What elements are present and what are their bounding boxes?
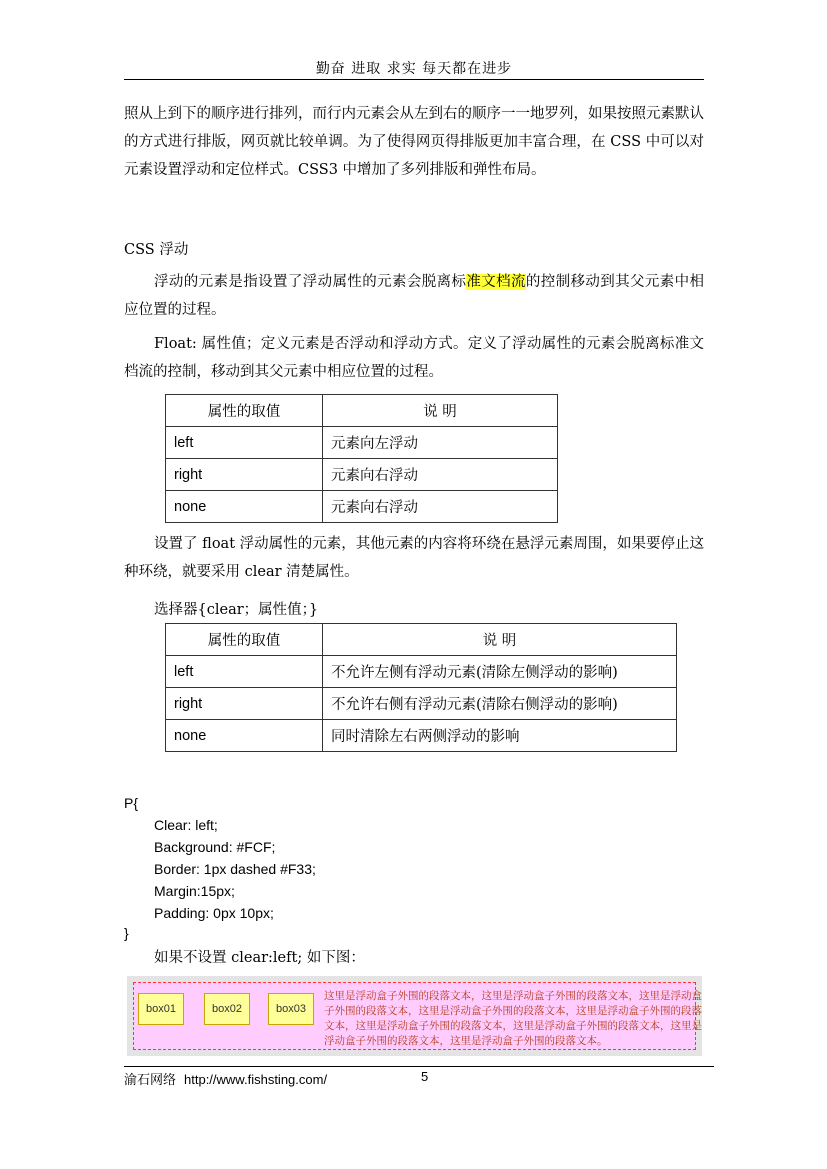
table-cell: right [166, 688, 323, 720]
footer-company: 渝石网络 [124, 1073, 177, 1088]
section-title: CSS 浮动 [124, 242, 189, 258]
header-divider [124, 79, 704, 80]
code-line: Background: #FCF; [154, 839, 276, 855]
table-header-row [166, 395, 558, 427]
table-cell: left [166, 427, 323, 459]
float-values-table [165, 394, 558, 523]
table-cell: 元素向左浮动 [323, 427, 558, 459]
page-header: 勤奋 进取 求实 每天都在进步 [315, 61, 513, 77]
code-line: Clear: left; [154, 817, 218, 833]
table-row [166, 427, 558, 459]
intro-paragraph: 照从上到下的顺序进行排列，而行内元素会从左到右的顺序一一地罗列，如果按照元素默认的方式进行排版，网页就比较单调。为了使得网页得排版更加丰富合理，在 CSS 中可以对元素设置浮动和定位样式。CSS3 中增加了多列排版和弹性布局。 [124, 106, 704, 178]
table-cell: none [166, 491, 323, 523]
code-line: Padding: 0px 10px; [154, 905, 274, 921]
demo-paragraph-box [133, 982, 702, 1050]
table-cell: none [166, 720, 323, 752]
table-header-cell: 说 明 [323, 624, 677, 656]
code-open: P{ [124, 795, 139, 811]
table-header-cell: 说 明 [323, 395, 558, 427]
float-def-before: 浮动的元素是指设置了浮动属性的元素会脱离标 [154, 274, 467, 290]
demo-box: box01 [138, 993, 184, 1025]
example-caption: 如果不设置 clear:left; 如下图： [154, 950, 365, 966]
table-cell: left [166, 656, 323, 688]
float-def-after: 的控制移动到其父元素中相应位置的过程。 [124, 274, 704, 318]
highlighted-term: 准文档流 [466, 274, 526, 290]
clear-intro-paragraph: 设置了 float 浮动属性的元素，其他元素的内容将环绕在悬浮元素周围，如果要停止这种环绕，就要采用 clear 清楚属性。 [124, 536, 704, 580]
code-line: Margin:15px; [154, 883, 235, 899]
table-cell: 不允许右侧有浮动元素(清除右侧浮动的影响) [323, 688, 677, 720]
float-demo-screenshot [127, 976, 702, 1056]
table-cell: 同时清除左右两侧浮动的影响 [323, 720, 677, 752]
clear-syntax-line: 选择器{clear；属性值；} [154, 602, 319, 618]
footer-url: http://www.fishsting.com/ [184, 1072, 328, 1087]
table-row [166, 491, 558, 523]
code-close: } [124, 925, 129, 941]
footer-divider [124, 1066, 714, 1067]
table-cell: 元素向右浮动 [323, 491, 558, 523]
table-row [166, 656, 677, 688]
page-number: 5 [421, 1069, 429, 1084]
table-cell: 元素向右浮动 [323, 459, 558, 491]
table-row [166, 459, 558, 491]
table-header-cell: 属性的取值 [166, 624, 323, 656]
demo-box: box02 [204, 993, 250, 1025]
table-header-row [166, 624, 677, 656]
table-cell: 不允许左侧有浮动元素(清除左侧浮动的影响) [323, 656, 677, 688]
code-line: Border: 1px dashed #F33; [154, 861, 316, 877]
demo-box: box03 [268, 993, 314, 1025]
float-syntax-paragraph: Float: 属性值；定义元素是否浮动和浮动方式。定义了浮动属性的元素会脱离标准文档流的控制，移动到其父元素中相应位置的过程。 [124, 336, 704, 380]
table-header-cell: 属性的取值 [166, 395, 323, 427]
table-cell: right [166, 459, 323, 491]
float-definition-paragraph [124, 268, 704, 324]
table-row [166, 720, 677, 752]
table-row [166, 688, 677, 720]
demo-paragraph-text: 这里是浮动盒子外围的段落文本，这里是浮动盒子外围的段落文本，这里是浮动盒子外围的段落文本，这里是浮动盒子外围的段落文本，这里是浮动盒子外围的段落文本，这里是浮动盒子外围的段落文本，这里是浮动盒子外围的段落文本，这里是浮动盒子外围的段落文本，这里是浮动盒子外围的段落文本。 [324, 990, 702, 1047]
page-footer [124, 1069, 429, 1088]
clear-values-table [165, 623, 677, 752]
